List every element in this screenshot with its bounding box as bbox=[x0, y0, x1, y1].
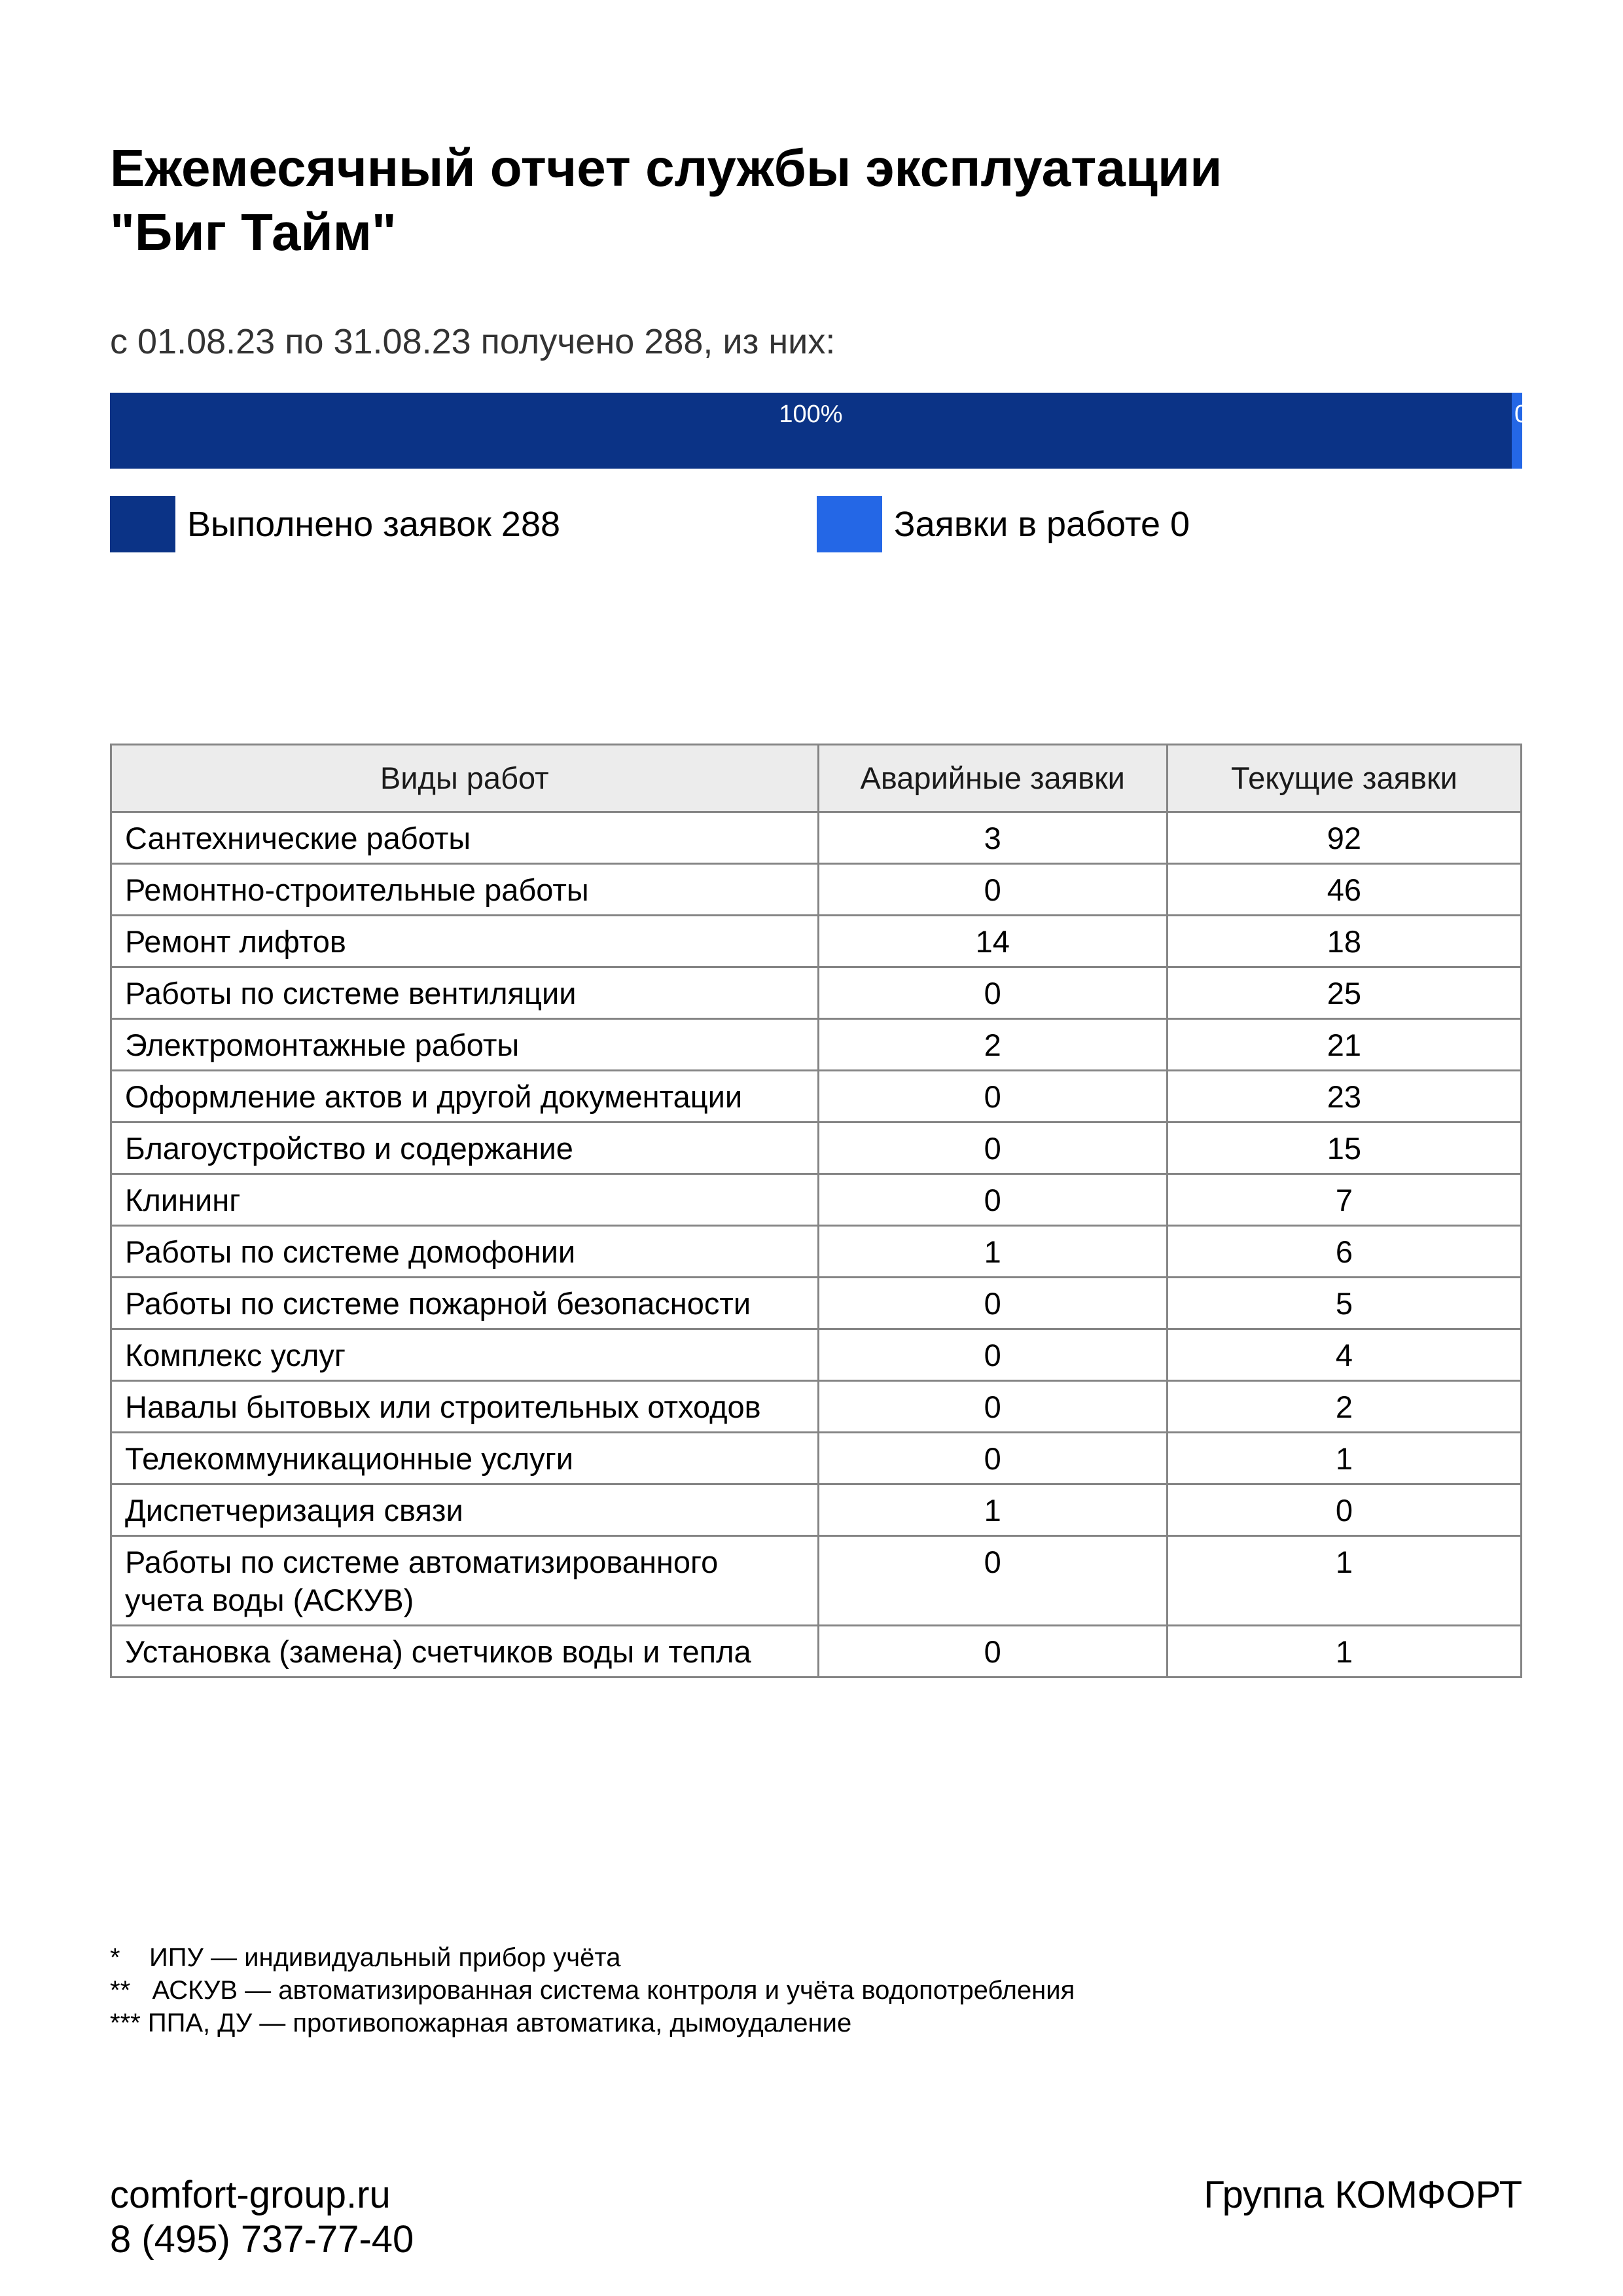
emergency-count-cell: 0 bbox=[818, 1071, 1167, 1122]
website-link[interactable]: comfort-group.ru bbox=[110, 2174, 391, 2216]
current-count-cell: 92 bbox=[1167, 812, 1521, 864]
current-count-cell: 46 bbox=[1167, 864, 1521, 916]
emergency-count-cell: 0 bbox=[818, 1626, 1167, 1677]
work-type-cell: Клининг bbox=[111, 1174, 819, 1226]
current-count-cell: 2 bbox=[1167, 1381, 1521, 1433]
work-type-cell: Ремонтно-строительные работы bbox=[111, 864, 819, 916]
contact-info bbox=[110, 2173, 414, 2262]
footnote-ppa: *** ППА, ДУ — противопожарная автоматика, дымоудаление bbox=[110, 2009, 852, 2037]
emergency-count-cell: 3 bbox=[818, 812, 1167, 864]
table-row bbox=[111, 864, 1522, 916]
legend-completed bbox=[110, 496, 560, 552]
table-row bbox=[111, 812, 1522, 864]
current-count-cell: 5 bbox=[1167, 1278, 1521, 1329]
phone-number: 8 (495) 737-77-40 bbox=[110, 2218, 414, 2261]
emergency-count-cell: 14 bbox=[818, 916, 1167, 967]
emergency-count-cell: 0 bbox=[818, 1278, 1167, 1329]
footnote-askuv: ** АСКУВ — автоматизированная система контроля и учёта водопотребления bbox=[110, 1976, 1075, 2005]
table-row bbox=[111, 1329, 1522, 1381]
footnotes bbox=[110, 1941, 1075, 2039]
emergency-count-cell: 0 bbox=[818, 864, 1167, 916]
current-count-cell: 21 bbox=[1167, 1019, 1521, 1071]
work-type-cell: Работы по системе автоматизированного учета воды (АСКУВ) bbox=[111, 1536, 819, 1626]
current-count-cell: 1 bbox=[1167, 1433, 1521, 1484]
work-type-cell: Работы по системе домофонии bbox=[111, 1226, 819, 1278]
current-count-cell: 25 bbox=[1167, 967, 1521, 1019]
legend-completed-label: Выполнено заявок 288 bbox=[187, 505, 561, 544]
work-type-cell: Оформление актов и другой документации bbox=[111, 1071, 819, 1122]
emergency-count-cell: 1 bbox=[818, 1484, 1167, 1536]
table-header-row bbox=[111, 745, 1522, 812]
table-row bbox=[111, 1019, 1522, 1071]
report-title-line2: "Биг Тайм" bbox=[110, 203, 397, 261]
emergency-count-cell: 2 bbox=[818, 1019, 1167, 1071]
current-count-cell: 4 bbox=[1167, 1329, 1521, 1381]
company-name: Группа КОМФОРТ bbox=[1204, 2174, 1522, 2216]
work-type-cell: Установка (замена) счетчиков воды и тепла bbox=[111, 1626, 819, 1677]
current-count-cell: 1 bbox=[1167, 1536, 1521, 1626]
bar-percent-label: 100% bbox=[779, 401, 843, 428]
current-count-cell: 1 bbox=[1167, 1626, 1521, 1677]
legend-swatch-in-progress bbox=[817, 496, 882, 552]
table-row bbox=[111, 1484, 1522, 1536]
completion-bar-chart bbox=[110, 393, 1550, 469]
work-type-cell: Сантехнические работы bbox=[111, 812, 819, 864]
work-type-cell: Ремонт лифтов bbox=[111, 916, 819, 967]
table-row bbox=[111, 1278, 1522, 1329]
table-row bbox=[111, 916, 1522, 967]
work-type-cell: Благоустройство и содержание bbox=[111, 1122, 819, 1174]
report-title bbox=[110, 136, 1353, 264]
work-type-cell: Комплекс услуг bbox=[111, 1329, 819, 1381]
work-type-cell: Телекоммуникационные услуги bbox=[111, 1433, 819, 1484]
table-row bbox=[111, 1626, 1522, 1677]
legend-in-progress bbox=[817, 496, 1190, 552]
emergency-count-cell: 0 bbox=[818, 1174, 1167, 1226]
current-count-cell: 0 bbox=[1167, 1484, 1521, 1536]
legend-in-progress-label: Заявки в работе 0 bbox=[894, 505, 1190, 544]
table-row bbox=[111, 1122, 1522, 1174]
current-count-cell: 23 bbox=[1167, 1071, 1521, 1122]
emergency-count-cell: 0 bbox=[818, 1381, 1167, 1433]
table-row bbox=[111, 967, 1522, 1019]
column-header-current: Текущие заявки bbox=[1167, 745, 1521, 812]
table-row bbox=[111, 1226, 1522, 1278]
column-header-emergency: Аварийные заявки bbox=[818, 745, 1167, 812]
current-count-cell: 15 bbox=[1167, 1122, 1521, 1174]
emergency-count-cell: 0 bbox=[818, 1329, 1167, 1381]
work-type-cell: Работы по системе пожарной безопасности bbox=[111, 1278, 819, 1329]
table-row bbox=[111, 1381, 1522, 1433]
work-type-cell: Навалы бытовых или строительных отходов bbox=[111, 1381, 819, 1433]
emergency-count-cell: 0 bbox=[818, 967, 1167, 1019]
work-type-cell: Работы по системе вентиляции bbox=[111, 967, 819, 1019]
emergency-count-cell: 0 bbox=[818, 1122, 1167, 1174]
legend-swatch-completed bbox=[110, 496, 175, 552]
report-title-line1: Ежемесячный отчет службы эксплуатации bbox=[110, 139, 1222, 197]
work-types-table bbox=[110, 744, 1522, 1678]
bar-percent-label: 0% bbox=[1514, 401, 1550, 428]
current-count-cell: 7 bbox=[1167, 1174, 1521, 1226]
work-type-cell: Диспетчеризация связи bbox=[111, 1484, 819, 1536]
emergency-count-cell: 0 bbox=[818, 1536, 1167, 1626]
table-row bbox=[111, 1174, 1522, 1226]
emergency-count-cell: 0 bbox=[818, 1433, 1167, 1484]
bar-segment-in-progress bbox=[1512, 393, 1550, 469]
emergency-count-cell: 1 bbox=[818, 1226, 1167, 1278]
bar-segment-completed bbox=[110, 393, 1512, 469]
work-type-cell: Электромонтажные работы bbox=[111, 1019, 819, 1071]
current-count-cell: 18 bbox=[1167, 916, 1521, 967]
period-summary: с 01.08.23 по 31.08.23 получено 288, из них: bbox=[110, 322, 836, 361]
table-row bbox=[111, 1071, 1522, 1122]
current-count-cell: 6 bbox=[1167, 1226, 1521, 1278]
table-row bbox=[111, 1536, 1522, 1626]
column-header-work-type: Виды работ bbox=[111, 745, 819, 812]
table-row bbox=[111, 1433, 1522, 1484]
footnote-ipu: * ИПУ — индивидуальный прибор учёта bbox=[110, 1943, 621, 1972]
